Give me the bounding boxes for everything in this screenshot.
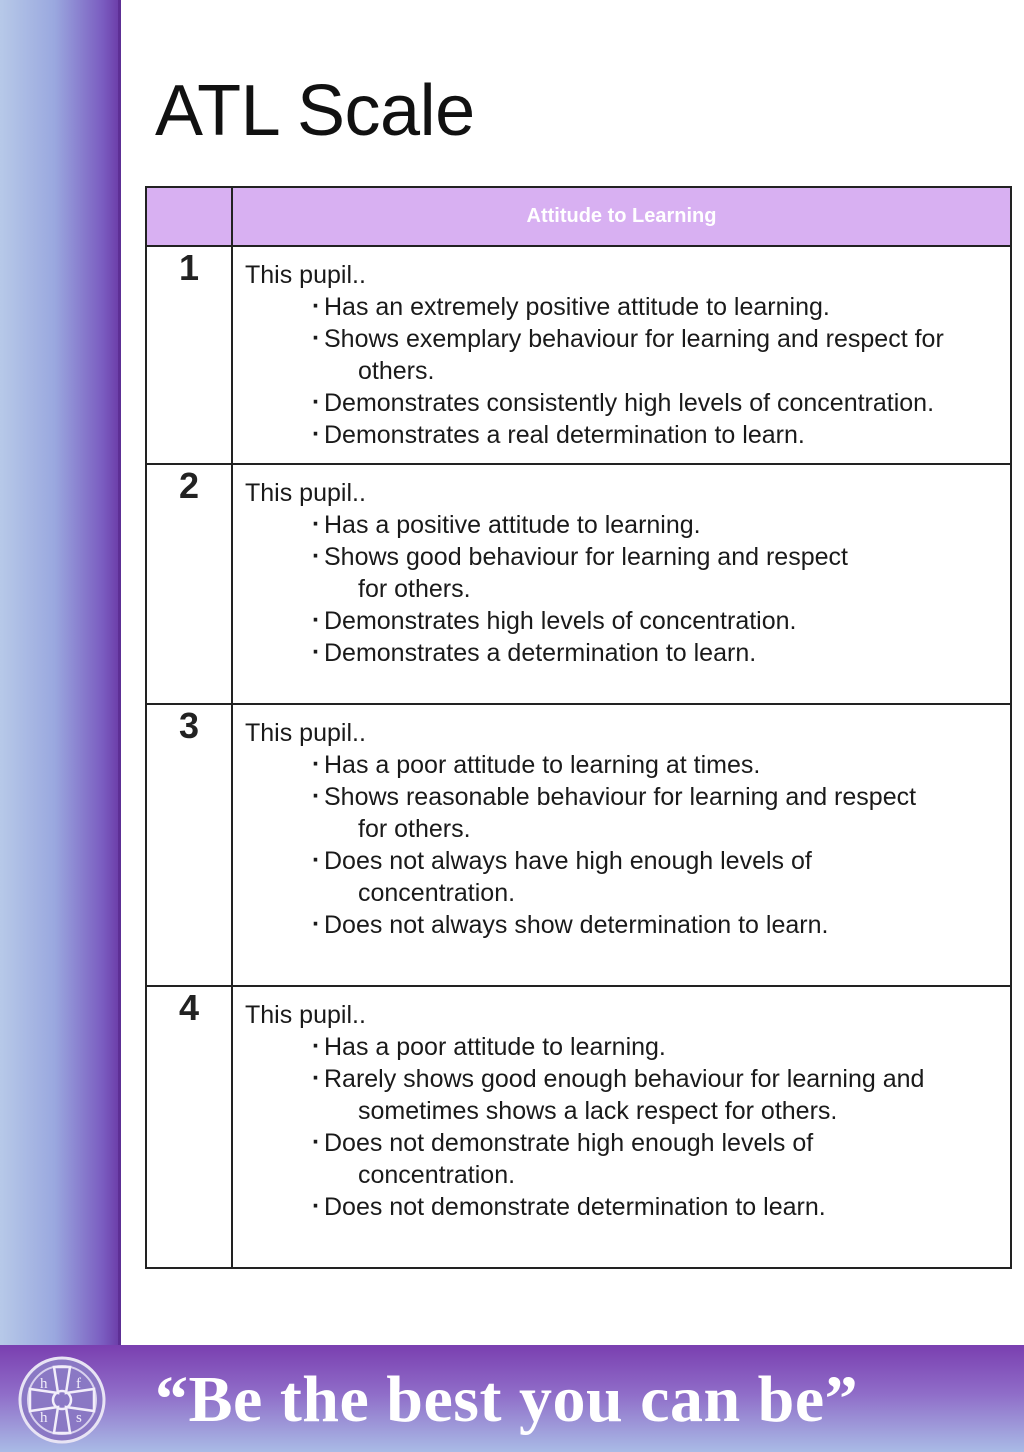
header-empty-cell <box>146 187 232 246</box>
descriptor-text: Does not always show determination to learn. <box>324 911 829 939</box>
table-row <box>146 246 1011 464</box>
descriptor-text: Has a poor attitude to learning. <box>324 1033 666 1061</box>
crest-letter: f <box>76 1376 81 1392</box>
descriptor-item <box>312 749 1000 781</box>
descriptor-text-continued: others. <box>358 357 435 385</box>
descriptor-item <box>312 387 1000 419</box>
table-row <box>146 986 1011 1268</box>
descriptor-text: Shows exemplary behaviour for learning and respect for <box>324 325 944 353</box>
descriptor-item <box>312 1063 1000 1127</box>
crest-letter: h <box>40 1376 48 1392</box>
level-description <box>232 246 1011 464</box>
descriptor-list <box>312 291 1000 451</box>
crest-letter: s <box>76 1410 82 1426</box>
table-row <box>146 704 1011 986</box>
descriptor-text-continued: concentration. <box>358 879 516 907</box>
description-lead: This pupil.. <box>245 1001 366 1029</box>
descriptor-item <box>312 845 1000 909</box>
descriptor-text-continued: concentration. <box>358 1161 516 1189</box>
header-attitude-to-learning: Attitude to Learning <box>232 187 1011 246</box>
descriptor-text: Shows reasonable behaviour for learning and respect <box>324 783 917 811</box>
descriptor-item <box>312 605 1000 637</box>
descriptor-item <box>312 781 1000 845</box>
descriptor-text: Does not demonstrate high enough levels of <box>324 1129 814 1157</box>
descriptor-text-continued: for others. <box>358 815 471 843</box>
descriptor-item <box>312 419 1000 451</box>
table-header-row <box>146 187 1011 246</box>
descriptor-text-continued: for others. <box>358 575 471 603</box>
descriptor-list <box>312 509 1000 669</box>
descriptor-item <box>312 509 1000 541</box>
level-description <box>232 986 1011 1268</box>
level-number: 3 <box>146 704 232 986</box>
descriptor-item <box>312 291 1000 323</box>
footer-motto: “Be the best you can be” <box>155 1363 859 1436</box>
descriptor-text: Has an extremely positive attitude to learning. <box>324 293 830 321</box>
school-crest-logo <box>14 1355 110 1445</box>
descriptor-text: Has a poor attitude to learning at times. <box>324 751 761 779</box>
descriptor-item <box>312 637 1000 669</box>
descriptor-text: Does not demonstrate determination to learn. <box>324 1193 826 1221</box>
page-title: ATL Scale <box>155 71 475 151</box>
level-number: 2 <box>146 464 232 704</box>
table-row <box>146 464 1011 704</box>
descriptor-list <box>312 1031 1000 1223</box>
descriptor-list <box>312 749 1000 941</box>
description-lead: This pupil.. <box>245 261 366 289</box>
description-lead: This pupil.. <box>245 719 366 747</box>
descriptor-item <box>312 323 1000 387</box>
level-description <box>232 704 1011 986</box>
side-decorative-band <box>0 0 121 1345</box>
level-description <box>232 464 1011 704</box>
descriptor-text: Demonstrates consistently high levels of concentration. <box>324 389 935 417</box>
descriptor-text: Demonstrates a real determination to learn. <box>324 421 805 449</box>
descriptor-text-continued: sometimes shows a lack respect for others. <box>358 1097 838 1125</box>
atl-table <box>145 186 1012 1269</box>
descriptor-item <box>312 1191 1000 1223</box>
descriptor-text: Demonstrates a determination to learn. <box>324 639 757 667</box>
descriptor-item <box>312 909 1000 941</box>
descriptor-text: Demonstrates high levels of concentration. <box>324 607 797 635</box>
table-body <box>146 246 1011 1268</box>
descriptor-text: Rarely shows good enough behaviour for learning and <box>324 1065 925 1093</box>
descriptor-item <box>312 541 1000 605</box>
level-number: 4 <box>146 986 232 1268</box>
descriptor-text: Does not always have high enough levels of <box>324 847 812 875</box>
descriptor-item <box>312 1127 1000 1191</box>
descriptor-text: Has a positive attitude to learning. <box>324 511 701 539</box>
descriptor-item <box>312 1031 1000 1063</box>
crest-letter: h <box>40 1410 48 1426</box>
descriptor-text: Shows good behaviour for learning and respect <box>324 543 848 571</box>
level-number: 1 <box>146 246 232 464</box>
description-lead: This pupil.. <box>245 479 366 507</box>
